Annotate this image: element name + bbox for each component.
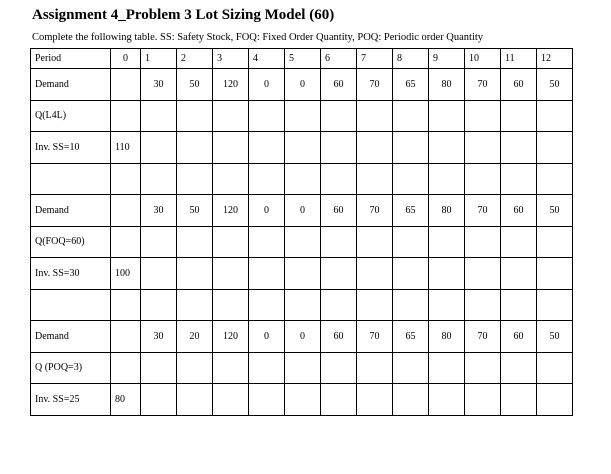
empty-cell (213, 163, 249, 195)
empty-cell (357, 352, 393, 384)
empty-cell (213, 384, 249, 416)
demand-cell: 65 (393, 321, 429, 353)
empty-cell (465, 100, 501, 132)
empty-cell (465, 289, 501, 321)
inventory-label: Inv. SS=10 (31, 132, 111, 164)
empty-cell (429, 384, 465, 416)
demand-cell: 70 (465, 321, 501, 353)
demand-label: Demand (31, 195, 111, 227)
demand-cell: 80 (429, 321, 465, 353)
empty-cell (465, 163, 501, 195)
empty-cell (249, 384, 285, 416)
inventory-label: Inv. SS=25 (31, 384, 111, 416)
empty-cell (213, 289, 249, 321)
empty-cell (141, 132, 177, 164)
empty-cell (213, 132, 249, 164)
empty-cell (249, 132, 285, 164)
period-header-label: Period (31, 49, 111, 69)
empty-cell (321, 384, 357, 416)
period-header-cell: 5 (285, 49, 321, 69)
period-header-cell: 10 (465, 49, 501, 69)
demand-cell (111, 195, 141, 227)
empty-cell (321, 289, 357, 321)
empty-cell (321, 132, 357, 164)
empty-cell (393, 163, 429, 195)
demand-cell (111, 321, 141, 353)
demand-row (31, 321, 573, 353)
demand-cell: 65 (393, 69, 429, 101)
empty-cell (537, 100, 573, 132)
period-header-cell: 2 (177, 49, 213, 69)
demand-cell: 80 (429, 69, 465, 101)
demand-cell: 0 (249, 69, 285, 101)
empty-cell (357, 258, 393, 290)
instructions-text: Complete the following table. SS: Safety Stock, FOQ: Fixed Order Quantity, POQ: Periodic order Quantity (32, 32, 484, 43)
empty-cell (429, 352, 465, 384)
empty-cell (111, 226, 141, 258)
period-header-cell: 11 (501, 49, 537, 69)
demand-cell: 65 (393, 195, 429, 227)
empty-cell (111, 163, 141, 195)
empty-cell (285, 226, 321, 258)
empty-cell (31, 289, 111, 321)
demand-cell: 70 (357, 69, 393, 101)
order-quantity-label: Q(L4L) (31, 100, 111, 132)
inventory-row (31, 384, 573, 416)
empty-cell (465, 352, 501, 384)
empty-cell (501, 258, 537, 290)
demand-row (31, 69, 573, 101)
empty-cell (501, 100, 537, 132)
empty-cell (177, 100, 213, 132)
demand-cell: 120 (213, 69, 249, 101)
demand-cell: 70 (465, 69, 501, 101)
demand-cell: 0 (249, 195, 285, 227)
demand-cell: 50 (537, 195, 573, 227)
period-header-cell: 1 (141, 49, 177, 69)
demand-cell: 30 (141, 195, 177, 227)
empty-cell (141, 258, 177, 290)
empty-cell (393, 100, 429, 132)
empty-cell (111, 289, 141, 321)
demand-label: Demand (31, 69, 111, 101)
demand-cell: 50 (537, 69, 573, 101)
empty-cell (393, 258, 429, 290)
initial-inventory-cell: 80 (111, 384, 141, 416)
period-header-cell: 0 (111, 49, 141, 69)
demand-cell: 0 (285, 69, 321, 101)
demand-label: Demand (31, 321, 111, 353)
empty-cell (429, 132, 465, 164)
empty-cell (285, 289, 321, 321)
empty-cell (141, 289, 177, 321)
empty-cell (249, 352, 285, 384)
empty-cell (285, 163, 321, 195)
demand-cell: 30 (141, 321, 177, 353)
period-header-cell: 8 (393, 49, 429, 69)
empty-cell (537, 163, 573, 195)
empty-cell (537, 384, 573, 416)
empty-cell (249, 258, 285, 290)
empty-cell (177, 226, 213, 258)
order-quantity-label: Q (POQ=3) (31, 352, 111, 384)
assignment-title: Assignment 4_Problem 3 Lot Sizing Model (60) (32, 7, 335, 23)
empty-cell (249, 289, 285, 321)
empty-cell (465, 132, 501, 164)
empty-cell (501, 132, 537, 164)
empty-cell (429, 163, 465, 195)
demand-cell (111, 69, 141, 101)
demand-cell: 50 (537, 321, 573, 353)
demand-cell: 60 (501, 321, 537, 353)
empty-cell (501, 384, 537, 416)
empty-cell (357, 132, 393, 164)
order-quantity-row (31, 352, 573, 384)
empty-cell (213, 100, 249, 132)
empty-cell (537, 289, 573, 321)
empty-cell (177, 384, 213, 416)
empty-cell (357, 289, 393, 321)
empty-cell (177, 289, 213, 321)
empty-cell (537, 352, 573, 384)
demand-cell: 0 (285, 195, 321, 227)
empty-cell (213, 352, 249, 384)
blank-row (31, 163, 573, 195)
demand-cell: 120 (213, 321, 249, 353)
empty-cell (31, 163, 111, 195)
demand-cell: 60 (321, 195, 357, 227)
empty-cell (465, 226, 501, 258)
demand-cell: 80 (429, 195, 465, 227)
empty-cell (321, 226, 357, 258)
empty-cell (321, 163, 357, 195)
empty-cell (141, 352, 177, 384)
empty-cell (357, 100, 393, 132)
empty-cell (177, 132, 213, 164)
empty-cell (501, 352, 537, 384)
empty-cell (429, 289, 465, 321)
empty-cell (285, 132, 321, 164)
order-quantity-label: Q(FOQ=60) (31, 226, 111, 258)
empty-cell (465, 258, 501, 290)
empty-cell (285, 352, 321, 384)
period-header-cell: 9 (429, 49, 465, 69)
period-header-cell: 7 (357, 49, 393, 69)
empty-cell (285, 384, 321, 416)
empty-cell (393, 352, 429, 384)
initial-inventory-cell: 110 (111, 132, 141, 164)
empty-cell (501, 163, 537, 195)
inventory-row (31, 258, 573, 290)
demand-cell: 120 (213, 195, 249, 227)
empty-cell (177, 258, 213, 290)
period-header-cell: 12 (537, 49, 573, 69)
period-header-row (31, 49, 573, 69)
empty-cell (177, 163, 213, 195)
period-header-cell: 6 (321, 49, 357, 69)
blank-row (31, 289, 573, 321)
empty-cell (177, 352, 213, 384)
empty-cell (285, 258, 321, 290)
empty-cell (537, 132, 573, 164)
empty-cell (249, 163, 285, 195)
empty-cell (393, 384, 429, 416)
empty-cell (501, 226, 537, 258)
empty-cell (357, 384, 393, 416)
empty-cell (249, 226, 285, 258)
demand-cell: 60 (501, 195, 537, 227)
demand-row (31, 195, 573, 227)
order-quantity-row (31, 100, 573, 132)
empty-cell (249, 100, 285, 132)
empty-cell (393, 226, 429, 258)
demand-cell: 0 (249, 321, 285, 353)
empty-cell (111, 100, 141, 132)
demand-cell: 50 (177, 69, 213, 101)
empty-cell (501, 289, 537, 321)
empty-cell (285, 100, 321, 132)
empty-cell (321, 352, 357, 384)
period-header-cell: 3 (213, 49, 249, 69)
empty-cell (465, 384, 501, 416)
lot-sizing-table (30, 48, 573, 416)
empty-cell (213, 226, 249, 258)
demand-cell: 60 (501, 69, 537, 101)
period-header-cell: 4 (249, 49, 285, 69)
inventory-label: Inv. SS=30 (31, 258, 111, 290)
empty-cell (141, 100, 177, 132)
demand-cell: 60 (321, 69, 357, 101)
demand-cell: 70 (465, 195, 501, 227)
order-quantity-row (31, 226, 573, 258)
demand-cell: 0 (285, 321, 321, 353)
empty-cell (393, 289, 429, 321)
empty-cell (537, 226, 573, 258)
initial-inventory-cell: 100 (111, 258, 141, 290)
empty-cell (111, 352, 141, 384)
demand-cell: 50 (177, 195, 213, 227)
empty-cell (357, 163, 393, 195)
demand-cell: 30 (141, 69, 177, 101)
empty-cell (321, 258, 357, 290)
demand-cell: 20 (177, 321, 213, 353)
empty-cell (429, 258, 465, 290)
empty-cell (357, 226, 393, 258)
inventory-row (31, 132, 573, 164)
empty-cell (429, 100, 465, 132)
empty-cell (393, 132, 429, 164)
demand-cell: 70 (357, 195, 393, 227)
demand-cell: 60 (321, 321, 357, 353)
empty-cell (213, 258, 249, 290)
demand-cell: 70 (357, 321, 393, 353)
empty-cell (141, 226, 177, 258)
empty-cell (429, 226, 465, 258)
empty-cell (321, 100, 357, 132)
empty-cell (537, 258, 573, 290)
empty-cell (141, 384, 177, 416)
empty-cell (141, 163, 177, 195)
